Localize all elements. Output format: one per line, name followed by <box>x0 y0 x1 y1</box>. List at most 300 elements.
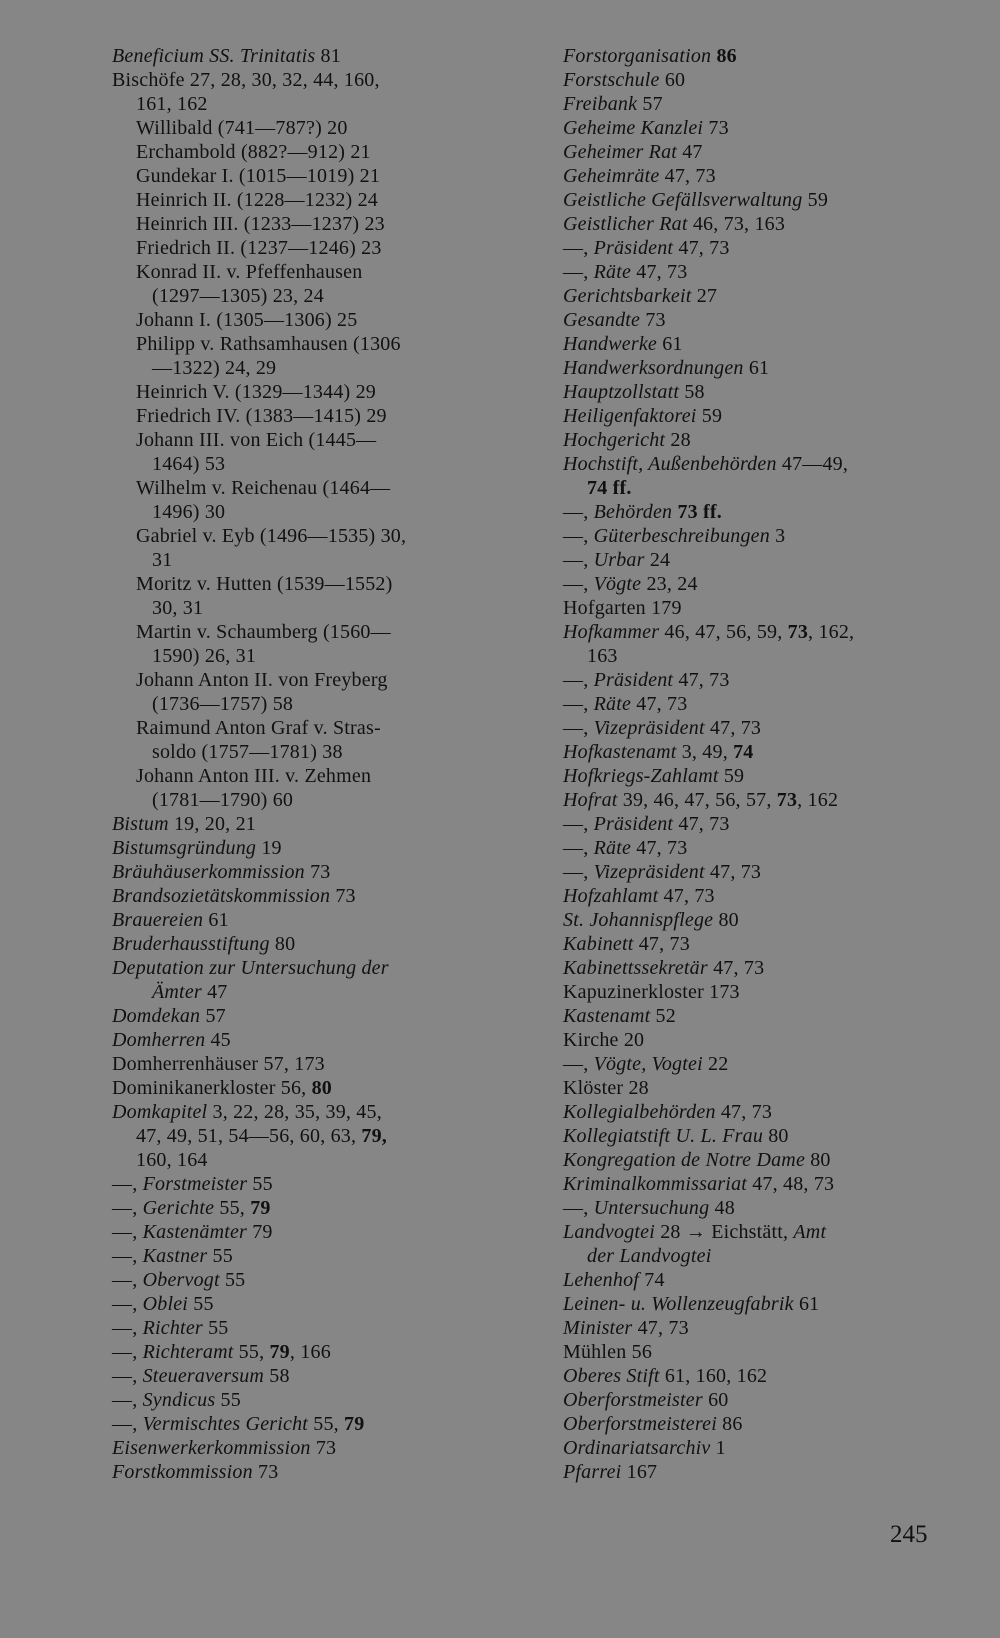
entry-term: Vögte, Vogtei <box>593 1053 703 1075</box>
entry-text: —, <box>112 1173 143 1195</box>
entry-text: —, <box>112 1293 143 1315</box>
entry-text: 73 <box>304 861 331 883</box>
index-entry-line <box>563 836 943 860</box>
entry-text: (1736—1757) 58 <box>152 693 294 715</box>
index-entry-line <box>563 1436 943 1460</box>
index-entry-line <box>563 644 943 668</box>
entry-page-ref-main: 80 <box>311 1077 332 1099</box>
index-entry-line <box>112 92 492 116</box>
index-entry-line <box>112 740 492 764</box>
index-entry-line <box>112 1076 492 1100</box>
entry-term: Kriminalkommissariat <box>563 1173 748 1195</box>
entry-term: Bruderhausstiftung <box>112 933 270 955</box>
entry-term: Oblei <box>142 1293 189 1315</box>
index-entry-line <box>563 1268 943 1292</box>
entry-page-ref-main: 73 ff. <box>677 501 722 523</box>
entry-term: Untersuchung <box>593 1197 710 1219</box>
entry-text: 58 <box>679 381 705 403</box>
entry-text: 55 <box>202 1317 229 1339</box>
entry-term: Hofkastenamt <box>563 741 677 763</box>
index-entry-line <box>112 596 492 620</box>
index-entry-line <box>563 884 943 908</box>
entry-text: 55, <box>233 1341 270 1363</box>
entry-text: Gundekar I. (1015—1019) 21 <box>136 165 381 187</box>
entry-text: 79 <box>247 1221 273 1243</box>
entry-text: Johann III. von Eich (1445— <box>136 429 377 451</box>
entry-text: —, <box>112 1341 143 1363</box>
entry-text: 27 <box>691 285 718 307</box>
entry-text: 61, 160, 162 <box>659 1365 768 1387</box>
index-entry-line <box>112 1292 492 1316</box>
index-entry-line <box>563 1316 943 1340</box>
entry-text: 59 <box>718 765 745 787</box>
index-entry-line <box>112 1316 492 1340</box>
index-entry-line <box>112 44 492 68</box>
index-entry-line <box>563 524 943 548</box>
entry-text: 47, 73 <box>631 693 688 715</box>
entry-text: Heinrich III. (1233—1237) 23 <box>136 213 385 235</box>
entry-term: Pfarrei <box>563 1461 622 1483</box>
entry-term: Richter <box>142 1317 203 1339</box>
entry-text: Johann I. (1305—1306) 25 <box>136 309 358 331</box>
entry-text: 47, 49, 51, 54—56, 60, 63, <box>136 1125 362 1147</box>
index-entry-line <box>563 956 943 980</box>
entry-term: der Landvogtei <box>587 1245 712 1267</box>
entry-text: 48 <box>709 1197 735 1219</box>
entry-text: —, <box>563 813 594 835</box>
entry-text: 60 <box>659 69 686 91</box>
entry-text: —, <box>563 549 594 571</box>
entry-text: —, <box>563 237 594 259</box>
entry-term: Hauptzollstatt <box>563 381 680 403</box>
index-entry-line <box>112 644 492 668</box>
index-entry-line <box>563 692 943 716</box>
index-entry-line <box>112 956 492 980</box>
entry-text: —, <box>563 501 594 523</box>
entry-text: Moritz v. Hutten (1539—1552) <box>136 573 393 595</box>
entry-term: Eisenwerkerkommission <box>112 1437 311 1459</box>
index-entry-line <box>112 572 492 596</box>
entry-text: 52 <box>650 1005 676 1027</box>
entry-term: Gerichtsbarkeit <box>563 285 692 307</box>
entry-text: 28 <box>665 429 691 451</box>
entry-term: Kollegialbehörden <box>563 1101 716 1123</box>
entry-text: 61 <box>793 1293 820 1315</box>
entry-term: Geistliche Gefällsverwaltung <box>563 189 803 211</box>
index-entry-line <box>563 1004 943 1028</box>
entry-term: Hofzahlamt <box>563 885 659 907</box>
entry-text: 30, 31 <box>152 597 204 619</box>
index-entry-line <box>563 908 943 932</box>
entry-text: 47, 73 <box>631 837 688 859</box>
entry-text: 1590) 26, 31 <box>152 645 257 667</box>
index-entry-line <box>112 1172 492 1196</box>
entry-term: Geheime Kanzlei <box>563 117 704 139</box>
entry-term: Vizepräsident <box>593 861 705 883</box>
entry-text: —, <box>112 1197 143 1219</box>
index-entry-line <box>563 212 943 236</box>
entry-text: Konrad II. v. Pfeffenhausen <box>136 261 363 283</box>
entry-text: —, <box>563 717 594 739</box>
entry-term: Kastner <box>142 1245 208 1267</box>
index-entry-line <box>112 284 492 308</box>
index-entry-line <box>563 1076 943 1100</box>
entry-text: 73 <box>703 117 729 139</box>
entry-term: Räte <box>593 837 632 859</box>
entry-text: 167 <box>621 1461 658 1483</box>
entry-text: 22 <box>702 1053 729 1075</box>
entry-text: 47—49, <box>776 453 849 475</box>
entry-text: 80 <box>269 933 296 955</box>
entry-text: 61 <box>657 333 683 355</box>
index-entry-line <box>563 380 943 404</box>
index-entry-line <box>112 260 492 284</box>
entry-term: Kabinettssekretär <box>563 957 708 979</box>
entry-text: Heinrich II. (1228—1232) 24 <box>136 189 379 211</box>
entry-term: Räte <box>593 261 632 283</box>
index-entry-line <box>112 1028 492 1052</box>
entry-term: Domkapitel <box>112 1101 208 1123</box>
entry-term: Bistum <box>112 813 169 835</box>
index-entry-line <box>563 404 943 428</box>
entry-text: Dominikanerkloster 56, <box>112 1077 312 1099</box>
entry-term: Hofkammer <box>563 621 660 643</box>
entry-text: Gabriel v. Eyb (1496—1535) 30, <box>136 525 407 547</box>
entry-text: Friedrich II. (1237—1246) 23 <box>136 237 382 259</box>
entry-term: Bräuhäuserkommission <box>112 861 305 883</box>
entry-term: Hochgericht <box>563 429 666 451</box>
entry-term: Handwerksordnungen <box>563 357 744 379</box>
entry-text: 61 <box>203 909 229 931</box>
entry-text: 55 <box>188 1293 214 1315</box>
entry-term: Freibank <box>563 93 638 115</box>
entry-term: Deputation zur Untersuchung der <box>112 957 389 979</box>
entry-term: Oberes Stift <box>563 1365 660 1387</box>
entry-text: —, <box>563 693 594 715</box>
entry-term: Gesandte <box>563 309 641 331</box>
index-entry-line <box>563 1388 943 1412</box>
entry-text: —, <box>112 1317 143 1339</box>
index-entry-line <box>112 404 492 428</box>
entry-term: Oberforstmeister <box>563 1389 703 1411</box>
index-entry-line <box>563 308 943 332</box>
index-entry-line <box>563 428 943 452</box>
entry-text: Philipp v. Rathsamhausen (1306 <box>136 333 401 355</box>
entry-term: Ämter <box>152 981 202 1003</box>
entry-page-ref-main: 79 <box>250 1197 271 1219</box>
index-entry-line <box>563 44 943 68</box>
entry-term: Kongregation de Notre Dame <box>563 1149 806 1171</box>
index-entry-line <box>563 1148 943 1172</box>
index-entry-line <box>112 212 492 236</box>
entry-text: 55 <box>219 1269 246 1291</box>
index-entry-line <box>563 740 943 764</box>
entry-text: —, <box>563 1053 594 1075</box>
entry-text: Kirche 20 <box>563 1029 645 1051</box>
index-entry-line <box>563 668 943 692</box>
index-entry-line <box>112 1340 492 1364</box>
entry-text: Raimund Anton Graf v. Stras- <box>136 717 381 739</box>
entry-text: 1496) 30 <box>152 501 226 523</box>
entry-page-ref-main: 79 <box>269 1341 290 1363</box>
entry-term: Güterbeschreibungen <box>593 525 770 547</box>
entry-text: 59 <box>802 189 829 211</box>
entry-text: 47 <box>201 981 228 1003</box>
index-entry-line <box>563 188 943 212</box>
index-entry-line <box>112 1268 492 1292</box>
entry-term: Kastenämter <box>142 1221 248 1243</box>
entry-text: —1322) 24, 29 <box>152 357 277 379</box>
index-entry-line <box>112 692 492 716</box>
entry-text: 45 <box>205 1029 231 1051</box>
index-entry-line <box>563 140 943 164</box>
entry-text: soldo (1757—1781) 38 <box>152 741 343 763</box>
entry-text: 47, 73 <box>632 1317 689 1339</box>
entry-text: 47, 73 <box>659 165 716 187</box>
entry-text: 57 <box>200 1005 226 1027</box>
index-entry-line <box>112 1364 492 1388</box>
entry-term: Präsident <box>593 237 674 259</box>
index-entry-line <box>112 236 492 260</box>
index-entry-line <box>563 68 943 92</box>
entry-text: 59 <box>696 405 723 427</box>
entry-page-ref-main: 73 <box>776 789 798 811</box>
entry-text: 3, 49, <box>676 741 734 763</box>
index-entry-line <box>112 1460 492 1484</box>
entry-text: 58 <box>264 1365 290 1387</box>
index-entry-line <box>112 1220 492 1244</box>
entry-term: Obervogt <box>142 1269 220 1291</box>
entry-text: 161, 162 <box>136 93 208 115</box>
index-entry-line <box>112 932 492 956</box>
index-entry-line <box>112 788 492 812</box>
entry-text: 47, 73 <box>658 885 715 907</box>
index-column-left <box>112 44 492 1484</box>
index-entry-line <box>563 932 943 956</box>
entry-term: St. Johannispflege <box>563 909 714 931</box>
entry-text: —, <box>112 1413 143 1435</box>
index-entry-line <box>563 1460 943 1484</box>
entry-text: —, <box>112 1221 143 1243</box>
index-entry-line <box>112 164 492 188</box>
index-entry-line <box>112 884 492 908</box>
index-entry-line <box>563 476 943 500</box>
index-column-right <box>563 44 943 1484</box>
entry-text: 74 <box>639 1269 665 1291</box>
entry-text: 55 <box>207 1245 233 1267</box>
index-entry-line <box>563 980 943 1004</box>
index-entry-line <box>112 1436 492 1460</box>
entry-text: 81 <box>315 45 341 67</box>
entry-term: Hochstift, Außenbehörden <box>563 453 777 475</box>
entry-term: Leinen- u. Wollenzeugfabrik <box>563 1293 794 1315</box>
index-entry-line <box>112 188 492 212</box>
entry-term: Amt <box>793 1221 827 1243</box>
entry-text: (1297—1305) 23, 24 <box>152 285 324 307</box>
index-entry-line <box>563 1292 943 1316</box>
index-entry-line <box>112 500 492 524</box>
index-entry-line <box>563 1220 943 1244</box>
index-entry-line <box>563 596 943 620</box>
entry-term: Brauereien <box>112 909 204 931</box>
entry-text: 55 <box>215 1389 241 1411</box>
entry-text: 80 <box>805 1149 831 1171</box>
entry-term: Präsident <box>593 669 674 691</box>
entry-term: Minister <box>563 1317 633 1339</box>
index-entry-line <box>563 500 943 524</box>
entry-term: Kastenamt <box>563 1005 651 1027</box>
index-entry-line <box>112 812 492 836</box>
entry-term: Vögte <box>593 573 642 595</box>
entry-page-ref-main: 79, <box>361 1125 388 1147</box>
index-entry-line <box>563 1172 943 1196</box>
entry-text: 163 <box>587 645 618 667</box>
index-entry-line <box>563 116 943 140</box>
index-entry-line <box>112 308 492 332</box>
index-entry-line <box>563 1340 943 1364</box>
entry-term: Urbar <box>593 549 645 571</box>
entry-text: —, <box>563 525 594 547</box>
index-entry-line <box>112 452 492 476</box>
entry-text: Martin v. Schaumberg (1560— <box>136 621 391 643</box>
entry-text: 47, 73 <box>631 261 688 283</box>
entry-text: 24 <box>644 549 671 571</box>
entry-page-ref-main: 73 <box>787 621 809 643</box>
entry-term: Vizepräsident <box>593 717 705 739</box>
index-entry-line <box>563 1244 943 1268</box>
index-entry-line <box>563 1028 943 1052</box>
index-entry-line <box>563 812 943 836</box>
entry-text: —, <box>563 861 594 883</box>
entry-text: 46, 73, 163 <box>687 213 786 235</box>
entry-text: 3, 22, 28, 35, 39, 45, <box>207 1101 382 1123</box>
index-entry-line <box>112 860 492 884</box>
entry-term: Bistumsgründung <box>112 837 257 859</box>
index-entry-line <box>563 164 943 188</box>
index-entry-line <box>563 1364 943 1388</box>
entry-term: Forstkommission <box>112 1461 253 1483</box>
index-entry-line <box>112 1244 492 1268</box>
index-entry-line <box>112 1100 492 1124</box>
entry-term: Beneficium SS. Trinitatis <box>112 45 316 67</box>
index-entry-line <box>563 620 943 644</box>
entry-text: 57 <box>637 93 663 115</box>
entry-text: 3 <box>769 525 786 547</box>
index-entry-line <box>563 1052 943 1076</box>
entry-text: 55 <box>247 1173 273 1195</box>
index-entry-line <box>112 716 492 740</box>
entry-text: 47 <box>677 141 703 163</box>
entry-text: Mühlen 56 <box>563 1341 653 1363</box>
index-entry-line <box>563 236 943 260</box>
entry-text: —, <box>563 669 594 691</box>
entry-text: 31 <box>152 549 173 571</box>
index-entry-line <box>112 476 492 500</box>
entry-text: 73 <box>640 309 666 331</box>
entry-text: —, <box>563 261 594 283</box>
entry-text: —, <box>563 837 594 859</box>
entry-text: —, <box>563 573 594 595</box>
entry-text: —, <box>563 1197 594 1219</box>
entry-text: 80 <box>713 909 739 931</box>
index-entry-line <box>563 284 943 308</box>
index-entry-line <box>112 332 492 356</box>
index-entry-line <box>112 620 492 644</box>
entry-text: 47, 73 <box>633 933 690 955</box>
index-entry-line <box>563 764 943 788</box>
index-entry-line <box>563 332 943 356</box>
entry-text: 55, <box>214 1197 251 1219</box>
index-entry-line <box>563 260 943 284</box>
entry-text: 60 <box>702 1389 729 1411</box>
entry-text: Wilhelm v. Reichenau (1464— <box>136 477 391 499</box>
entry-term: Steueraversum <box>142 1365 265 1387</box>
entry-term: Vermischtes Gericht <box>142 1413 309 1435</box>
entry-text: Johann Anton II. von Freyberg <box>136 669 388 691</box>
entry-term: Heiligenfaktorei <box>563 405 697 427</box>
entry-text: 61 <box>743 357 770 379</box>
entry-term: Brandsozietätskommission <box>112 885 331 907</box>
entry-text: 39, 46, 47, 56, 57, <box>617 789 777 811</box>
entry-text: 47, 73 <box>704 717 762 739</box>
entry-text: (1781—1790) 60 <box>152 789 294 811</box>
entry-page-ref-main: 79 <box>344 1413 365 1435</box>
index-entry-line <box>112 980 492 1004</box>
entry-term: Forstorganisation <box>563 45 712 67</box>
entry-text: 55, <box>308 1413 345 1435</box>
entry-term: Räte <box>593 693 632 715</box>
index-entry-line <box>112 1004 492 1028</box>
entry-page-ref-main: 74 <box>733 741 754 763</box>
entry-text: 19, 20, 21 <box>168 813 256 835</box>
index-entry-line <box>563 788 943 812</box>
index-entry-line <box>563 356 943 380</box>
index-entry-line <box>112 380 492 404</box>
index-entry-line <box>112 668 492 692</box>
entry-text: 28 → Eichstätt, <box>655 1221 794 1243</box>
index-entry-line <box>112 836 492 860</box>
entry-text: —, <box>112 1365 143 1387</box>
entry-term: Landvogtei <box>563 1221 655 1243</box>
entry-text: , 162 <box>797 789 839 811</box>
entry-text: —, <box>112 1389 143 1411</box>
entry-term: Präsident <box>593 813 674 835</box>
entry-text: , 162, <box>808 621 855 643</box>
entry-text: , 166 <box>289 1341 331 1363</box>
index-entry-line <box>112 116 492 140</box>
entry-text: 160, 164 <box>136 1149 208 1171</box>
entry-text: Bischöfe 27, 28, 30, 32, 44, 160, <box>112 69 380 91</box>
entry-text: 73 <box>330 885 356 907</box>
entry-text: 19 <box>256 837 282 859</box>
entry-term: Richteramt <box>142 1341 234 1363</box>
index-entry-line <box>112 524 492 548</box>
entry-term: Hofkriegs-Zahlamt <box>563 765 719 787</box>
entry-term: Oberforstmeisterei <box>563 1413 717 1435</box>
entry-text: 47, 73 <box>715 1101 773 1123</box>
entry-text: Kapuzinerkloster 173 <box>563 981 740 1003</box>
entry-text: 47, 73 <box>707 957 765 979</box>
entry-term: Syndicus <box>142 1389 216 1411</box>
entry-term: Ordinariatsarchiv <box>563 1437 711 1459</box>
entry-text: —, <box>112 1245 143 1267</box>
index-entry-line <box>112 1412 492 1436</box>
index-entry-line <box>112 548 492 572</box>
index-entry-line <box>563 92 943 116</box>
entry-text: Domherrenhäuser 57, 173 <box>112 1053 325 1075</box>
index-entry-line <box>563 548 943 572</box>
entry-text: Willibald (741—787?) 20 <box>136 117 348 139</box>
